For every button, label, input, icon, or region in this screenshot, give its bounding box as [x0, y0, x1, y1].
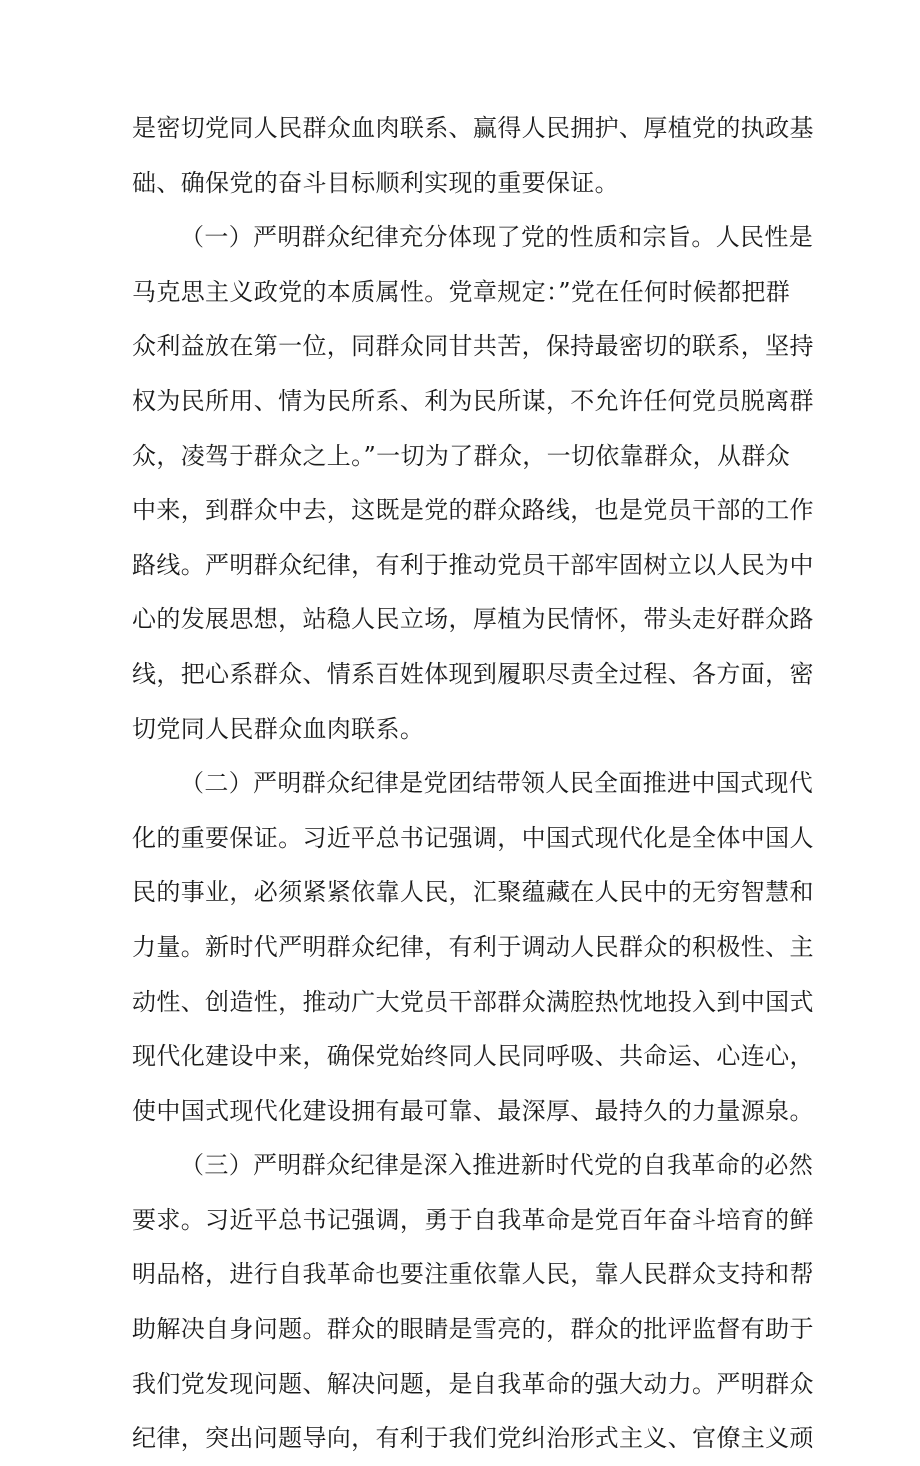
- section-heading-line: （三）严明群众纪律是深入推进新时代党的自我革命的必然: [180, 1151, 814, 1180]
- text-line: 要求。习近平总书记强调，勇于自我革命是党百年奋斗培育的鲜: [132, 1205, 814, 1234]
- text-line: 动性、创造性，推动广大党员干部群众满腔热忱地投入到中国式: [132, 987, 814, 1016]
- text-line: 础、确保党的奋斗目标顺利实现的重要保证。: [132, 168, 619, 197]
- text-line: 我们党发现问题、解决问题，是自我革命的强大动力。严明群众: [132, 1369, 814, 1398]
- text-line: 众，凌驾于群众之上。”一切为了群众，一切依靠群众，从群众: [132, 441, 791, 470]
- text-line: 化的重要保证。习近平总书记强调，中国式现代化是全体中国人: [132, 823, 814, 852]
- text-line: 中来，到群众中去，这既是党的群众路线，也是党员干部的工作: [132, 496, 814, 525]
- text-line: 切党同人民群众血肉联系。: [132, 714, 425, 743]
- document-body: [132, 101, 814, 1466]
- text-line: 心的发展思想，站稳人民立场，厚植为民情怀，带头走好群众路: [132, 605, 814, 634]
- text-line: 线，把心系群众、情系百姓体现到履职尽责全过程、各方面，密: [132, 659, 814, 688]
- text-line: 力量。新时代严明群众纪律，有利于调动人民群众的积极性、主: [132, 932, 814, 961]
- text-line: 权为民所用、情为民所系、利为民所谋，不允许任何党员脱离群: [132, 386, 814, 415]
- text-line: 助解决自身问题。群众的眼睛是雪亮的，群众的批评监督有助于: [132, 1315, 814, 1344]
- text-line: 众利益放在第一位，同群众同甘共苦，保持最密切的联系，坚持: [132, 332, 814, 361]
- text-line: 路线。严明群众纪律，有利于推动党员干部牢固树立以人民为中: [132, 550, 814, 579]
- text-line: 现代化建设中来，确保党始终同人民同呼吸、共命运、心连心，: [132, 1042, 814, 1071]
- text-line: 民的事业，必须紧紧依靠人民，汇聚蕴藏在人民中的无穷智慧和: [132, 878, 814, 907]
- text-line: 使中国式现代化建设拥有最可靠、最深厚、最持久的力量源泉。: [132, 1096, 814, 1125]
- text-line: 是密切党同人民群众血肉联系、赢得人民拥护、厚植党的执政基: [132, 114, 814, 142]
- section-heading-line: （二）严明群众纪律是党团结带领人民全面推进中国式现代: [180, 769, 814, 798]
- section-heading-line: （一）严明群众纪律充分体现了党的性质和宗旨。人民性是: [180, 223, 814, 252]
- text-line: 马克思主义政党的本质属性。党章规定：”党在任何时候都把群: [132, 277, 791, 306]
- text-line: 明品格，进行自我革命也要注重依靠人民，靠人民群众支持和帮: [132, 1260, 814, 1289]
- text-line: 纪律，突出问题导向，有利于我们党纠治形式主义、官僚主义顽: [132, 1424, 814, 1453]
